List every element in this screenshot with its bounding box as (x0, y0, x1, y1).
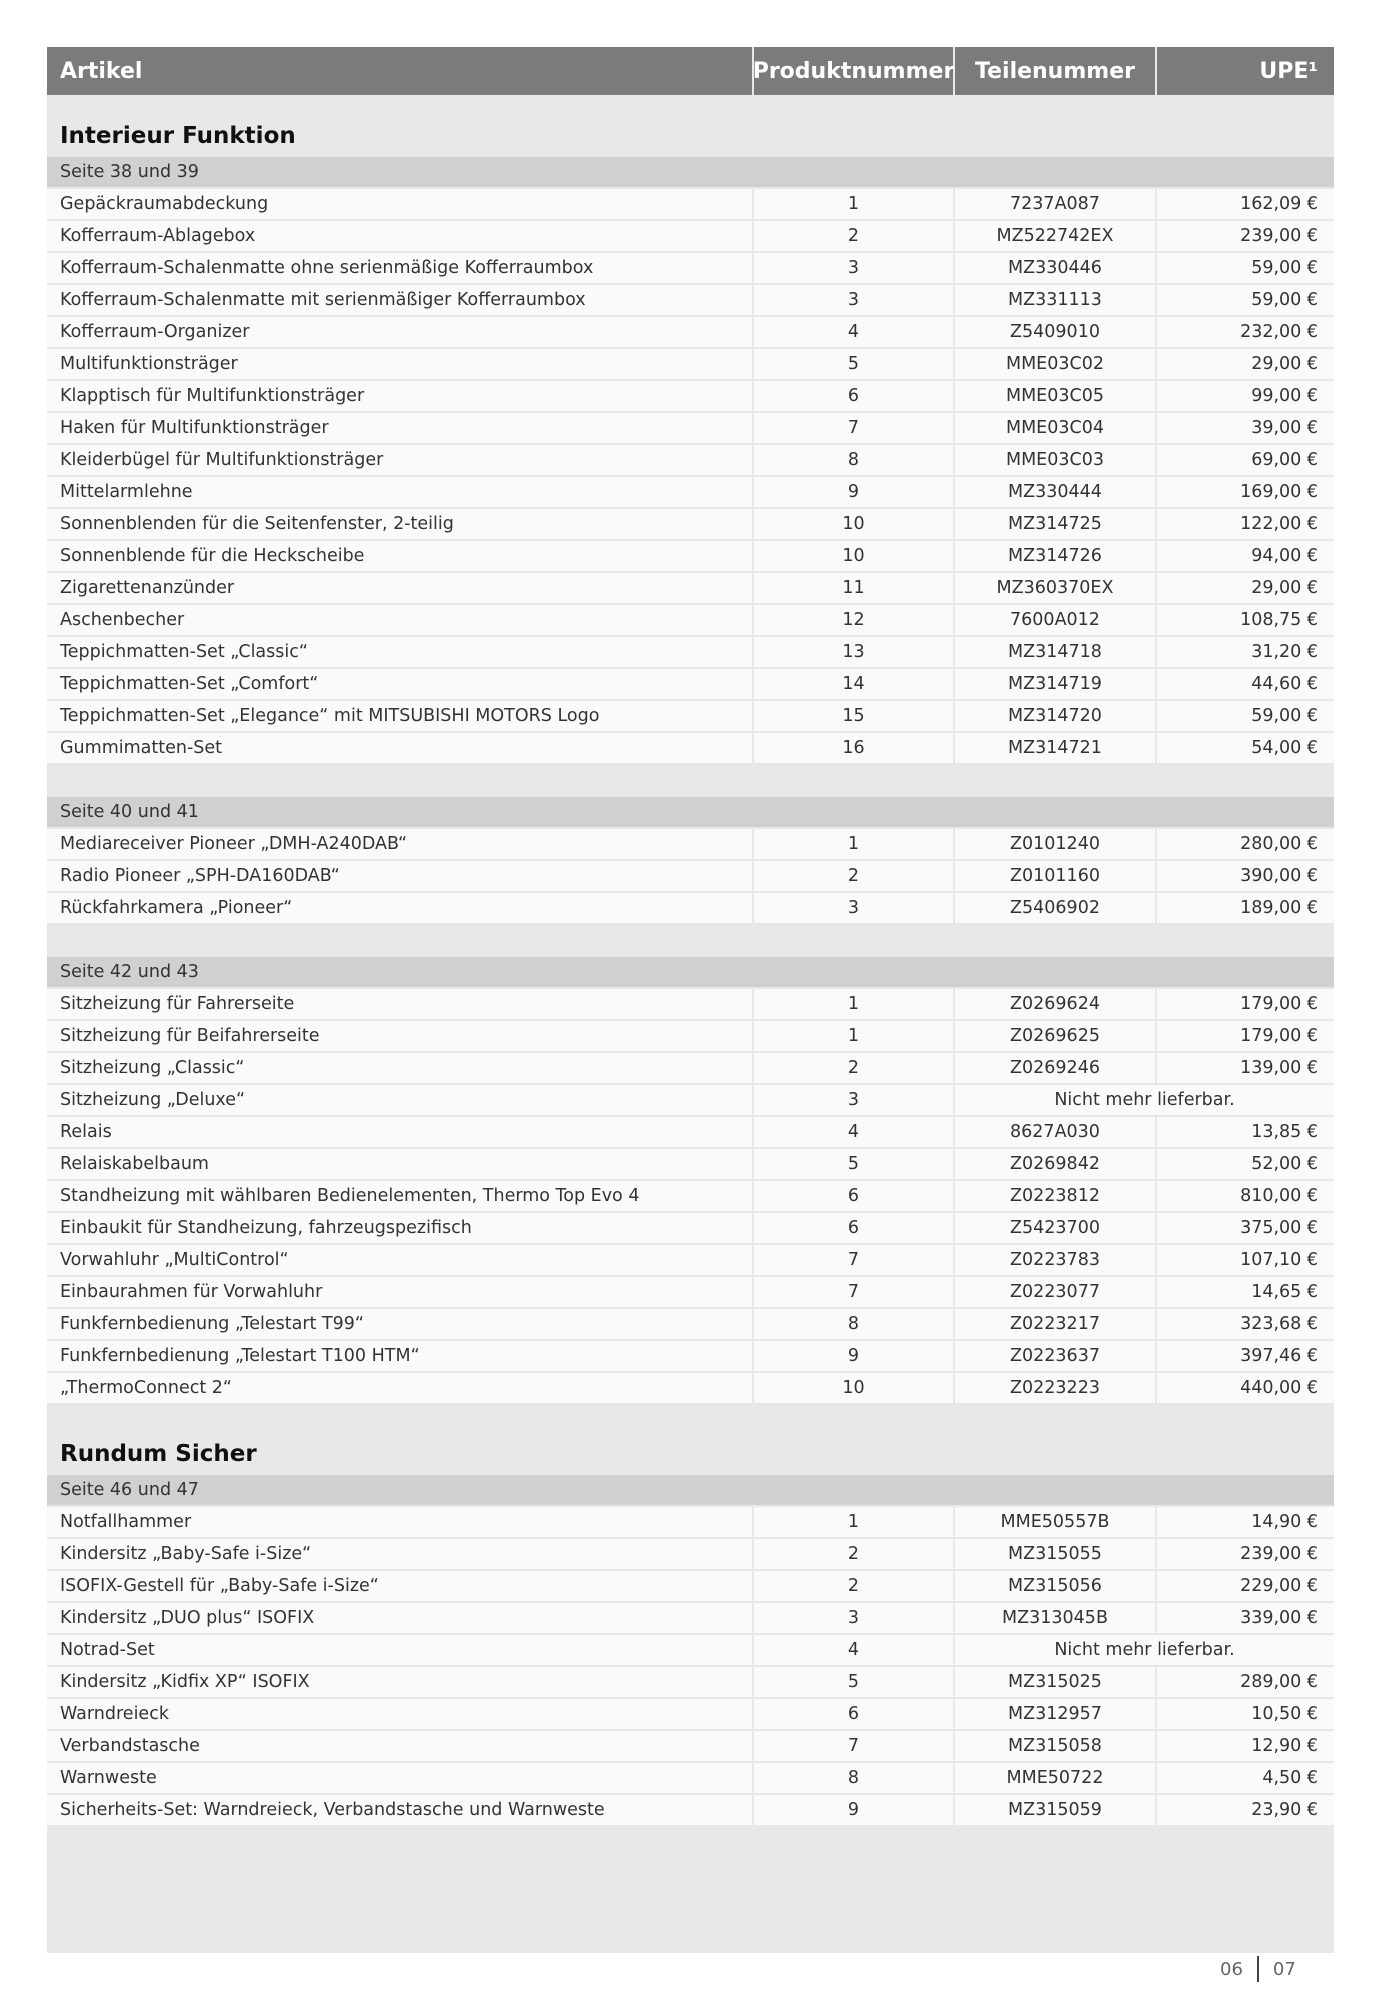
cell-artikel: Teppichmatten-Set „Comfort“ (47, 669, 754, 699)
cell-artikel: Kindersitz „Kidfix XP“ ISOFIX (47, 1667, 754, 1697)
cell-produktnummer: 10 (754, 1373, 955, 1403)
cell-produktnummer: 4 (754, 1635, 955, 1665)
table-row (47, 477, 1334, 507)
cell-upe: 94,00 € (1157, 541, 1334, 571)
cell-produktnummer: 6 (754, 381, 955, 411)
cell-artikel: Sitzheizung „Classic“ (47, 1053, 754, 1083)
cell-upe: 29,00 € (1157, 573, 1334, 603)
cell-produktnummer: 6 (754, 1213, 955, 1243)
cell-upe: 139,00 € (1157, 1053, 1334, 1083)
cell-artikel: Teppichmatten-Set „Classic“ (47, 637, 754, 667)
cell-teilenummer: Z5409010 (955, 317, 1157, 347)
cell-produktnummer: 12 (754, 605, 955, 635)
cell-artikel: Notfallhammer (47, 1507, 754, 1537)
table-row (47, 509, 1334, 539)
table-row (47, 829, 1334, 859)
cell-artikel: Warndreieck (47, 1699, 754, 1729)
cell-upe: 44,60 € (1157, 669, 1334, 699)
cell-produktnummer: 3 (754, 1085, 955, 1115)
cell-teilenummer: Z0223637 (955, 1341, 1157, 1371)
cell-produktnummer: 15 (754, 701, 955, 731)
cell-upe: 239,00 € (1157, 1539, 1334, 1569)
table-row (47, 989, 1334, 1019)
cell-produktnummer: 11 (754, 573, 955, 603)
page-reference: Seite 40 und 41 (47, 797, 1334, 827)
page-reference: Seite 38 und 39 (47, 157, 1334, 187)
section-title: Rundum Sicher (60, 1441, 257, 1467)
cell-produktnummer: 4 (754, 1117, 955, 1147)
cell-upe: 99,00 € (1157, 381, 1334, 411)
cell-artikel: Kofferraum-Ablagebox (47, 221, 754, 251)
table-row (47, 573, 1334, 603)
cell-artikel: Kindersitz „DUO plus“ ISOFIX (47, 1603, 754, 1633)
cell-artikel: Vorwahluhr „MultiControl“ (47, 1245, 754, 1275)
table-row (47, 285, 1334, 315)
group-spacer (47, 765, 1334, 797)
cell-artikel: Kofferraum-Organizer (47, 317, 754, 347)
table-row (47, 637, 1334, 667)
cell-produktnummer: 2 (754, 221, 955, 251)
table-row (47, 1245, 1334, 1275)
table-row (47, 1699, 1334, 1729)
cell-teilenummer: Z0269625 (955, 1021, 1157, 1051)
cell-artikel: Funkfernbedienung „Telestart T99“ (47, 1309, 754, 1339)
cell-produktnummer: 1 (754, 1021, 955, 1051)
table-row (47, 253, 1334, 283)
cell-artikel: Sitzheizung „Deluxe“ (47, 1085, 754, 1115)
cell-artikel: Gummimatten-Set (47, 733, 754, 763)
cell-artikel: Mittelarmlehne (47, 477, 754, 507)
table-row (47, 1507, 1334, 1537)
cell-upe: 390,00 € (1157, 861, 1334, 891)
cell-teilenummer: Z0223077 (955, 1277, 1157, 1307)
table-row (47, 733, 1334, 763)
page-number-left: 06 (1220, 1958, 1243, 1980)
cell-artikel: Kleiderbügel für Multifunktionsträger (47, 445, 754, 475)
cell-artikel: Kofferraum-Schalenmatte mit serienmäßiger Kofferraumbox (47, 285, 754, 315)
table-row (47, 413, 1334, 443)
cell-artikel: Gepäckraumabdeckung (47, 189, 754, 219)
cell-upe: 810,00 € (1157, 1181, 1334, 1211)
table-row (47, 1277, 1334, 1307)
header-artikel: Artikel (47, 47, 754, 95)
cell-teilenummer: MZ315059 (955, 1795, 1157, 1825)
cell-upe: 122,00 € (1157, 509, 1334, 539)
cell-artikel: Rückfahrkamera „Pioneer“ (47, 893, 754, 923)
cell-teilenummer: 8627A030 (955, 1117, 1157, 1147)
cell-upe: 108,75 € (1157, 605, 1334, 635)
cell-upe: 4,50 € (1157, 1763, 1334, 1793)
cell-artikel: Relais (47, 1117, 754, 1147)
cell-artikel: Kindersitz „Baby-Safe i-Size“ (47, 1539, 754, 1569)
cell-upe: 14,90 € (1157, 1507, 1334, 1537)
cell-produktnummer: 6 (754, 1699, 955, 1729)
cell-produktnummer: 7 (754, 1277, 955, 1307)
header-teilenummer: Teilenummer (955, 47, 1157, 95)
cell-upe: 162,09 € (1157, 189, 1334, 219)
table-row (47, 317, 1334, 347)
cell-teilenummer: MZ315058 (955, 1731, 1157, 1761)
cell-artikel: Radio Pioneer „SPH-DA160DAB“ (47, 861, 754, 891)
cell-artikel: Sitzheizung für Beifahrerseite (47, 1021, 754, 1051)
page-numbers (1220, 1956, 1296, 1982)
cell-produktnummer: 2 (754, 861, 955, 891)
cell-teilenummer: MZ314726 (955, 541, 1157, 571)
table-row (47, 1117, 1334, 1147)
cell-upe: 31,20 € (1157, 637, 1334, 667)
cell-artikel: Sonnenblende für die Heckscheibe (47, 541, 754, 571)
cell-not-available: Nicht mehr lieferbar. (955, 1085, 1334, 1115)
table-row (47, 669, 1334, 699)
page-number-divider (1257, 1956, 1259, 1982)
table-row (47, 1667, 1334, 1697)
cell-produktnummer: 8 (754, 1309, 955, 1339)
cell-upe: 375,00 € (1157, 1213, 1334, 1243)
cell-artikel: ISOFIX-Gestell für „Baby-Safe i-Size“ (47, 1571, 754, 1601)
cell-artikel: Relaiskabelbaum (47, 1149, 754, 1179)
table-row (47, 1021, 1334, 1051)
cell-artikel: Multifunktionsträger (47, 349, 754, 379)
cell-upe: 280,00 € (1157, 829, 1334, 859)
cell-upe: 232,00 € (1157, 317, 1334, 347)
cell-teilenummer: MZ315056 (955, 1571, 1157, 1601)
cell-upe: 14,65 € (1157, 1277, 1334, 1307)
cell-artikel: Warnweste (47, 1763, 754, 1793)
cell-upe: 169,00 € (1157, 477, 1334, 507)
cell-teilenummer: Z0101160 (955, 861, 1157, 891)
cell-teilenummer: Z0101240 (955, 829, 1157, 859)
cell-produktnummer: 9 (754, 1795, 955, 1825)
page-reference: Seite 42 und 43 (47, 957, 1334, 987)
cell-upe: 12,90 € (1157, 1731, 1334, 1761)
cell-produktnummer: 7 (754, 413, 955, 443)
cell-teilenummer: MME03C05 (955, 381, 1157, 411)
cell-produktnummer: 13 (754, 637, 955, 667)
table-row (47, 1373, 1334, 1403)
table-row (47, 1635, 1334, 1665)
cell-produktnummer: 5 (754, 1667, 955, 1697)
page-number-right: 07 (1272, 1958, 1296, 1980)
cell-produktnummer: 9 (754, 1341, 955, 1371)
table-body (47, 95, 1334, 1825)
cell-produktnummer: 16 (754, 733, 955, 763)
table-row (47, 1341, 1334, 1371)
cell-produktnummer: 3 (754, 893, 955, 923)
cell-upe: 229,00 € (1157, 1571, 1334, 1601)
cell-teilenummer: 7600A012 (955, 605, 1157, 635)
table-row (47, 1539, 1334, 1569)
cell-artikel: Mediareceiver Pioneer „DMH-A240DAB“ (47, 829, 754, 859)
table-row (47, 1795, 1334, 1825)
cell-produktnummer: 2 (754, 1571, 955, 1601)
cell-teilenummer: MME03C04 (955, 413, 1157, 443)
cell-produktnummer: 3 (754, 1603, 955, 1633)
table-row (47, 861, 1334, 891)
cell-artikel: Verbandstasche (47, 1731, 754, 1761)
cell-teilenummer: MZ330444 (955, 477, 1157, 507)
table-row (47, 349, 1334, 379)
table-row (47, 893, 1334, 923)
cell-produktnummer: 7 (754, 1245, 955, 1275)
table-row (47, 1213, 1334, 1243)
cell-upe: 59,00 € (1157, 253, 1334, 283)
table-row (47, 541, 1334, 571)
cell-artikel: Teppichmatten-Set „Elegance“ mit MITSUBISHI MOTORS Logo (47, 701, 754, 731)
cell-upe: 323,68 € (1157, 1309, 1334, 1339)
cell-upe: 29,00 € (1157, 349, 1334, 379)
cell-produktnummer: 8 (754, 1763, 955, 1793)
cell-produktnummer: 10 (754, 541, 955, 571)
cell-teilenummer: MZ314718 (955, 637, 1157, 667)
cell-teilenummer: Z0269246 (955, 1053, 1157, 1083)
table-row (47, 1181, 1334, 1211)
cell-artikel: Zigarettenanzünder (47, 573, 754, 603)
cell-teilenummer: MZ313045B (955, 1603, 1157, 1633)
cell-upe: 179,00 € (1157, 1021, 1334, 1051)
table-row (47, 1763, 1334, 1793)
cell-teilenummer: Z0223223 (955, 1373, 1157, 1403)
group-spacer (47, 925, 1334, 957)
cell-produktnummer: 7 (754, 1731, 955, 1761)
cell-artikel: Sicherheits-Set: Warndreieck, Verbandstasche und Warnweste (47, 1795, 754, 1825)
cell-teilenummer: MZ314721 (955, 733, 1157, 763)
cell-produktnummer: 6 (754, 1181, 955, 1211)
table-header (47, 47, 1334, 95)
cell-upe: 54,00 € (1157, 733, 1334, 763)
cell-teilenummer: MZ314719 (955, 669, 1157, 699)
cell-produktnummer: 8 (754, 445, 955, 475)
cell-artikel: Standheizung mit wählbaren Bedienelementen, Thermo Top Evo 4 (47, 1181, 754, 1211)
cell-upe: 239,00 € (1157, 221, 1334, 251)
cell-teilenummer: 7237A087 (955, 189, 1157, 219)
cell-upe: 23,90 € (1157, 1795, 1334, 1825)
cell-teilenummer: MZ314725 (955, 509, 1157, 539)
table-row (47, 221, 1334, 251)
cell-upe: 69,00 € (1157, 445, 1334, 475)
cell-produktnummer: 2 (754, 1539, 955, 1569)
cell-teilenummer: Z0223783 (955, 1245, 1157, 1275)
cell-upe: 59,00 € (1157, 701, 1334, 731)
section-title: Interieur Funktion (60, 123, 296, 149)
cell-produktnummer: 9 (754, 477, 955, 507)
cell-artikel: Sitzheizung für Fahrerseite (47, 989, 754, 1019)
table-row (47, 1571, 1334, 1601)
cell-produktnummer: 10 (754, 509, 955, 539)
cell-teilenummer: MME50722 (955, 1763, 1157, 1793)
cell-produktnummer: 14 (754, 669, 955, 699)
cell-upe: 59,00 € (1157, 285, 1334, 315)
table-row (47, 701, 1334, 731)
table-row (47, 189, 1334, 219)
cell-teilenummer: MME03C02 (955, 349, 1157, 379)
cell-produktnummer: 1 (754, 989, 955, 1019)
cell-teilenummer: Z0269624 (955, 989, 1157, 1019)
cell-produktnummer: 1 (754, 1507, 955, 1537)
table-row (47, 605, 1334, 635)
table-row (47, 381, 1334, 411)
table-row (47, 1731, 1334, 1761)
cell-upe: 440,00 € (1157, 1373, 1334, 1403)
cell-produktnummer: 2 (754, 1053, 955, 1083)
cell-teilenummer: Z0223812 (955, 1181, 1157, 1211)
cell-teilenummer: Z0223217 (955, 1309, 1157, 1339)
table-row (47, 1149, 1334, 1179)
cell-upe: 179,00 € (1157, 989, 1334, 1019)
cell-artikel: Einbaurahmen für Vorwahluhr (47, 1277, 754, 1307)
cell-produktnummer: 5 (754, 349, 955, 379)
cell-produktnummer: 5 (754, 1149, 955, 1179)
cell-upe: 13,85 € (1157, 1117, 1334, 1147)
cell-produktnummer: 4 (754, 317, 955, 347)
cell-upe: 189,00 € (1157, 893, 1334, 923)
table-row (47, 1085, 1334, 1115)
price-table (47, 47, 1334, 1953)
cell-produktnummer: 1 (754, 189, 955, 219)
cell-artikel: Notrad-Set (47, 1635, 754, 1665)
cell-teilenummer: MZ360370EX (955, 573, 1157, 603)
cell-not-available: Nicht mehr lieferbar. (955, 1635, 1334, 1665)
cell-teilenummer: Z0269842 (955, 1149, 1157, 1179)
cell-upe: 289,00 € (1157, 1667, 1334, 1697)
cell-artikel: Einbaukit für Standheizung, fahrzeugspezifisch (47, 1213, 754, 1243)
cell-teilenummer: Z5423700 (955, 1213, 1157, 1243)
cell-teilenummer: MZ315055 (955, 1539, 1157, 1569)
table-row (47, 1309, 1334, 1339)
cell-upe: 107,10 € (1157, 1245, 1334, 1275)
cell-teilenummer: MZ315025 (955, 1667, 1157, 1697)
cell-artikel: Aschenbecher (47, 605, 754, 635)
cell-artikel: Funkfernbedienung „Telestart T100 HTM“ (47, 1341, 754, 1371)
cell-upe: 339,00 € (1157, 1603, 1334, 1633)
cell-teilenummer: MME50557B (955, 1507, 1157, 1537)
cell-upe: 397,46 € (1157, 1341, 1334, 1371)
header-upe: UPE¹ (1259, 58, 1318, 84)
cell-teilenummer: Z5406902 (955, 893, 1157, 923)
table-row (47, 445, 1334, 475)
cell-upe: 39,00 € (1157, 413, 1334, 443)
cell-produktnummer: 3 (754, 253, 955, 283)
cell-teilenummer: MME03C03 (955, 445, 1157, 475)
cell-teilenummer: MZ331113 (955, 285, 1157, 315)
cell-teilenummer: MZ312957 (955, 1699, 1157, 1729)
page-reference: Seite 46 und 47 (47, 1475, 1334, 1505)
cell-artikel: Haken für Multifunktionsträger (47, 413, 754, 443)
cell-upe: 10,50 € (1157, 1699, 1334, 1729)
table-row (47, 1053, 1334, 1083)
header-produktnummer: Produktnummer (754, 47, 955, 95)
cell-teilenummer: MZ314720 (955, 701, 1157, 731)
cell-artikel: Sonnenblenden für die Seitenfenster, 2-teilig (47, 509, 754, 539)
cell-artikel: Kofferraum-Schalenmatte ohne serienmäßige Kofferraumbox (47, 253, 754, 283)
cell-produktnummer: 3 (754, 285, 955, 315)
cell-upe: 52,00 € (1157, 1149, 1334, 1179)
cell-teilenummer: MZ330446 (955, 253, 1157, 283)
cell-artikel: „ThermoConnect 2“ (47, 1373, 754, 1403)
table-row (47, 1603, 1334, 1633)
cell-produktnummer: 1 (754, 829, 955, 859)
cell-teilenummer: MZ522742EX (955, 221, 1157, 251)
cell-artikel: Klapptisch für Multifunktionsträger (47, 381, 754, 411)
